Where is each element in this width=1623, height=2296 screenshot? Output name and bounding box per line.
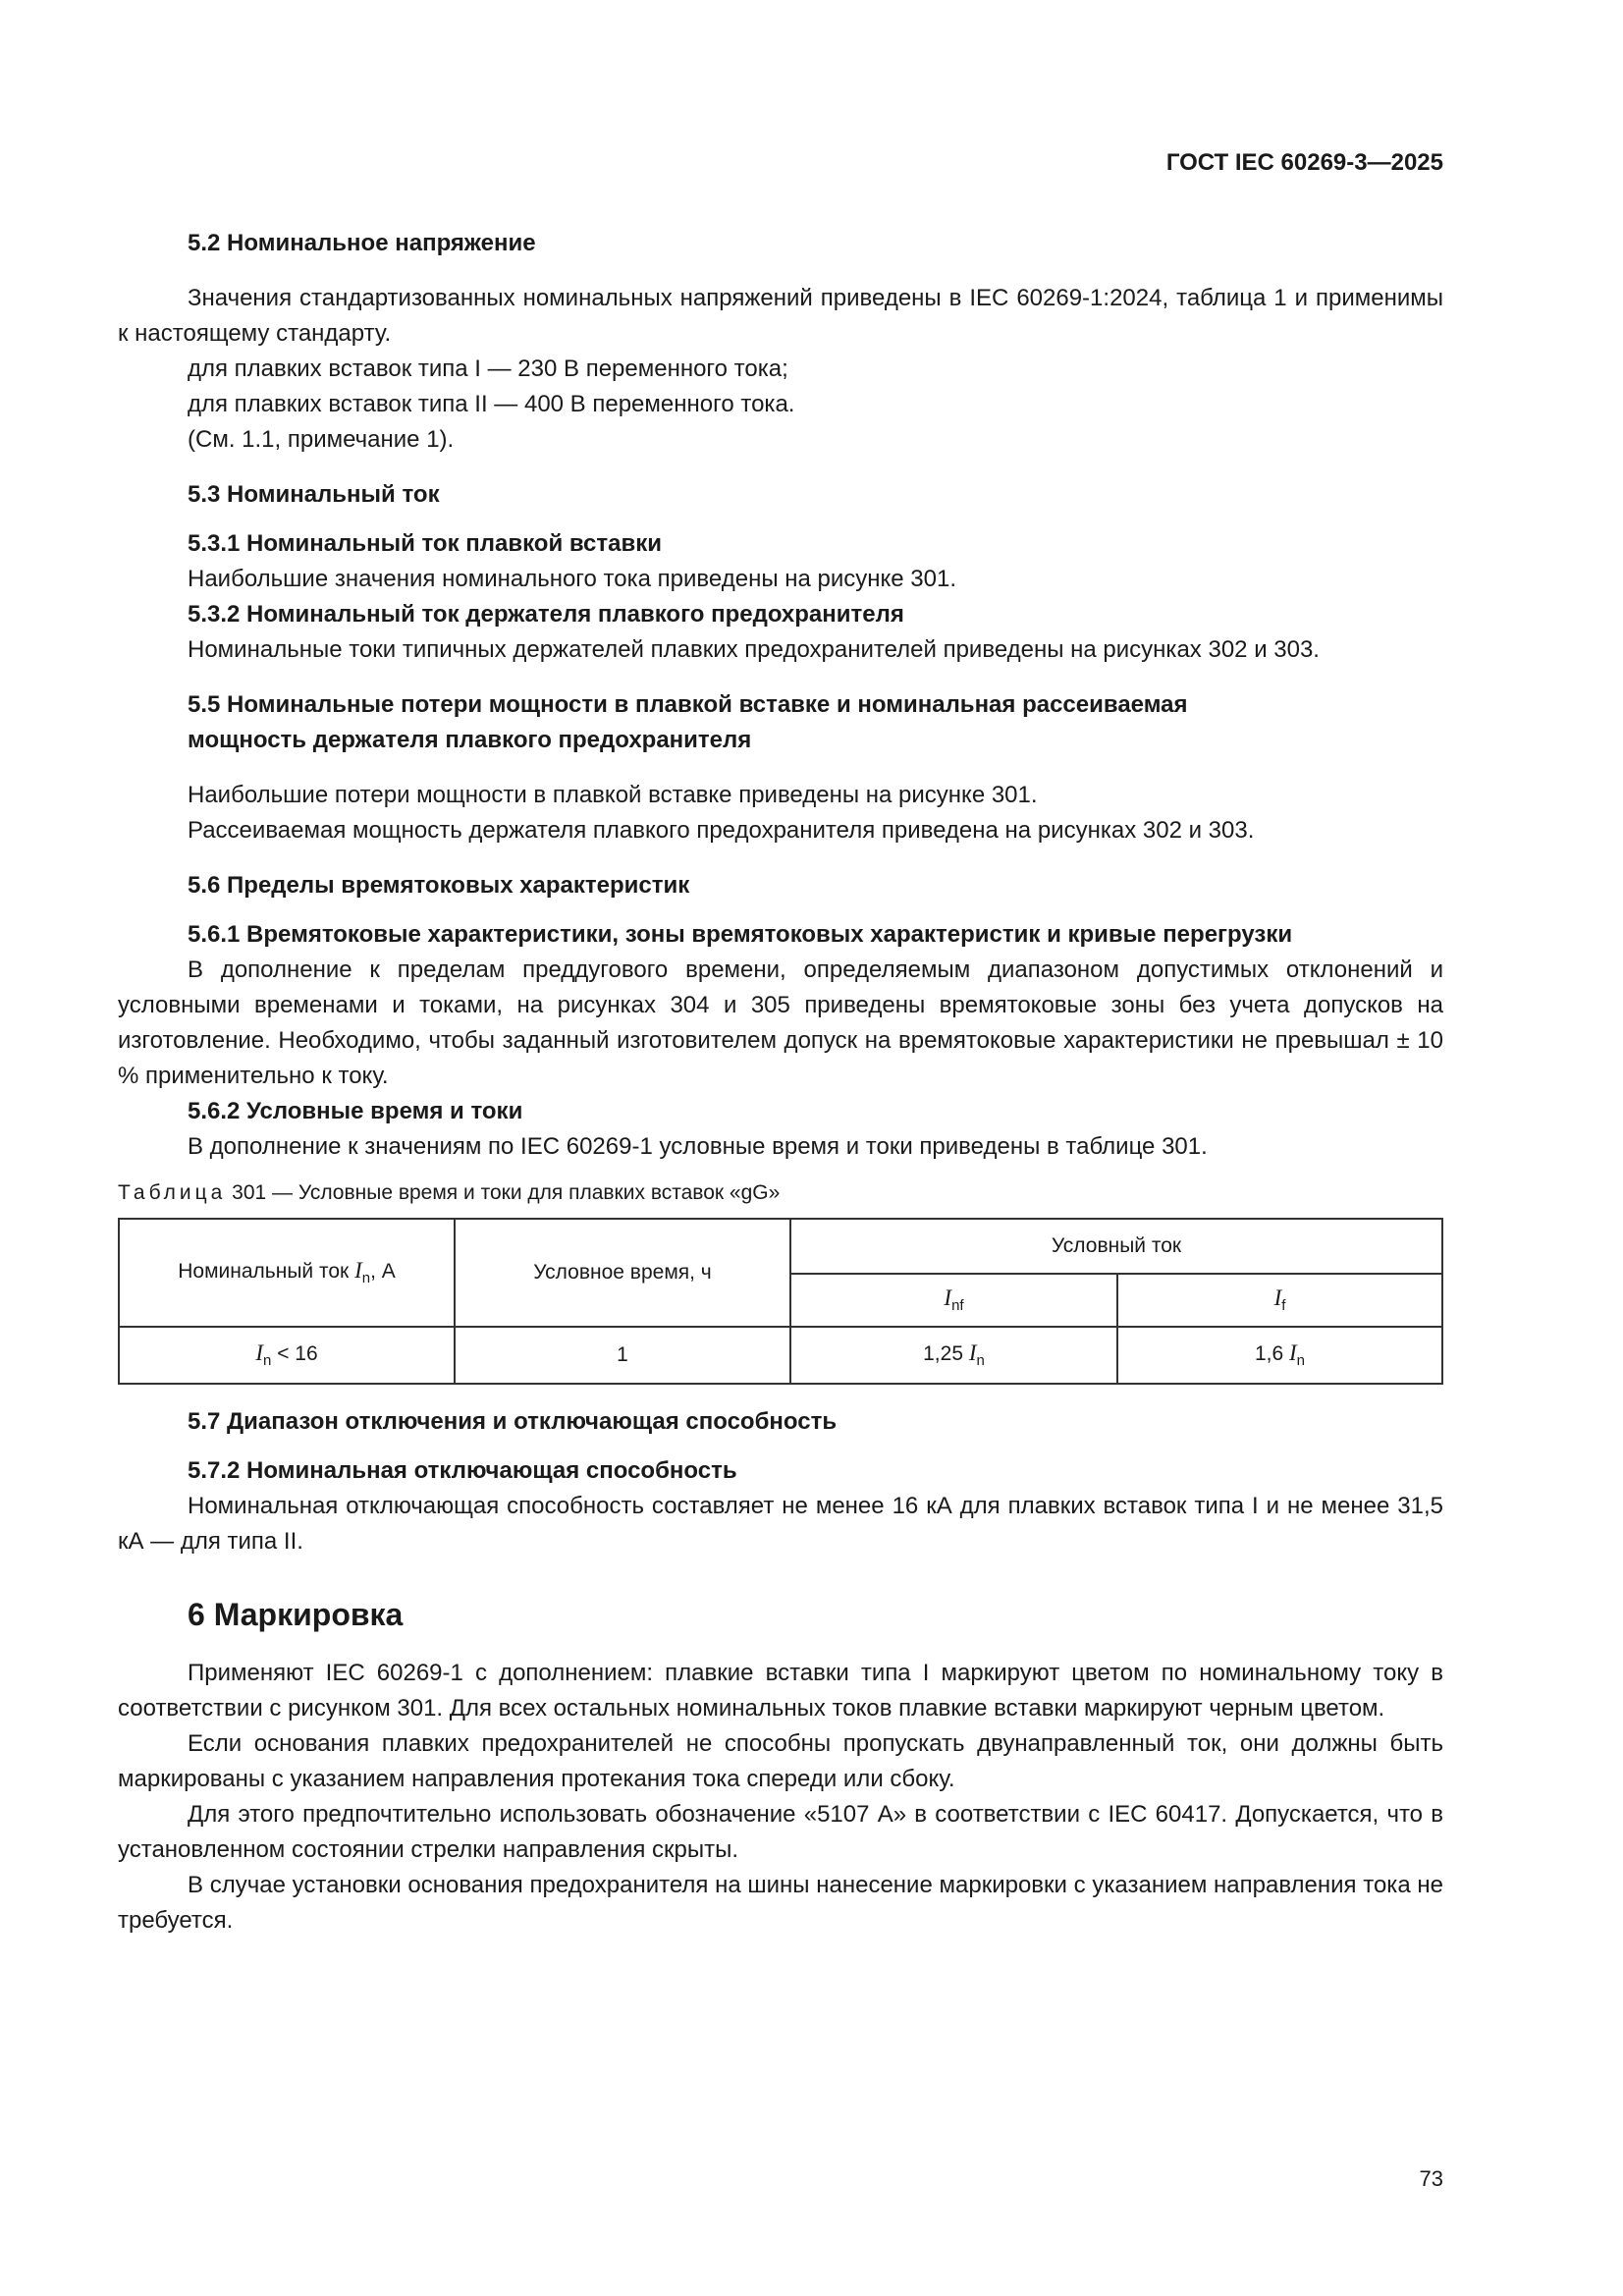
- section-5-7-2-title: 5.7.2 Номинальная отключающая способность: [188, 1457, 737, 1484]
- cell-rated-current: $I_n < 16$: [119, 1327, 455, 1384]
- header-inf: $I_{nf}$: [790, 1274, 1117, 1327]
- section-5-5-paragraph-2: Рассеиваемая мощность держателя плавкого предохранителя приведена на рисунках 302 и 303.: [188, 817, 1255, 844]
- table-row: [119, 1327, 1442, 1384]
- section-5-2-line-1: для плавких вставок типа I — 230 В переменного тока;: [188, 355, 788, 382]
- section-5-2-line-2: для плавких вставок типа II — 400 В переменного тока.: [188, 391, 795, 417]
- document-body: [118, 226, 1443, 1939]
- section-5-3-1-text: Наибольшие значения номинального тока приведены на рисунке 301.: [188, 566, 957, 592]
- section-5-2-paragraph: Значения стандартизованных номинальных напряжений приведены в IEC 60269-1:2024, таблица 1 и применимы к настоящему стандарту.: [118, 285, 1443, 347]
- section-5-7-2-text: Номинальная отключающая способность составляет не менее 16 кА для плавких вставок типа I и не менее 31,5 кА — для типа II.: [118, 1493, 1443, 1555]
- section-6-paragraph-1: Применяют IEC 60269-1 с дополнением: плавкие вставки типа I маркируют цветом по номинальному току в соответствии с рисунком 301. Для всех остальных номинальных токов плавкие вставки маркируют черным цветом.: [118, 1660, 1443, 1722]
- section-5-2-title: 5.2 Номинальное напряжение: [188, 230, 536, 256]
- section-5-5-title-line-2: мощность держателя плавкого предохранителя: [188, 727, 752, 753]
- section-5-3-1-title: 5.3.1 Номинальный ток плавкой вставки: [188, 530, 663, 557]
- table-caption-text: 301 — Условные время и токи для плавких вставок «gG»: [226, 1181, 781, 1204]
- header-conventional-current: Условный ток: [790, 1219, 1442, 1274]
- section-6-paragraph-2: Если основания плавких предохранителей не способны пропускать двунаправленный ток, они должны быть маркированы с указанием направления протекания тока спереди или сбоку.: [118, 1730, 1443, 1792]
- section-5-2-line-3: (См. 1.1, примечание 1).: [188, 426, 455, 453]
- table-caption-word: Таблица: [118, 1181, 227, 1204]
- section-5-6-1-text: В дополнение к пределам преддугового времени, определяемым диапазоном допустимых отклонений и условными временами и токами, на рисунках 304 и 305 приведены времятоковые зоны без учета допусков на изготовление. Необходимо, чтобы заданный изготовителем допуск на времятоковые характеристики не превышал ± 10 % применительно к току.: [118, 957, 1443, 1089]
- header-rated-current: Номинальный ток $I_n$, А: [119, 1219, 455, 1327]
- section-5-6-2-text: В дополнение к значениям по IEC 60269-1 условные время и токи приведены в таблице 301.: [188, 1133, 1208, 1160]
- cell-if-value: 1,6 $I_n$: [1117, 1327, 1442, 1384]
- section-5-5-paragraph-1: Наибольшие потери мощности в плавкой вставке приведены на рисунке 301.: [188, 782, 1038, 808]
- section-5-3-title: 5.3 Номинальный ток: [188, 481, 440, 508]
- section-5-3-2-title: 5.3.2 Номинальный ток держателя плавкого предохранителя: [188, 601, 904, 628]
- header-conventional-time: Условное время, ч: [455, 1219, 790, 1327]
- section-5-3-2-text: Номинальные токи типичных держателей плавких предохранителей приведены на рисунках 302 и 303.: [188, 636, 1320, 663]
- section-5-7-title: 5.7 Диапазон отключения и отключающая способность: [188, 1408, 838, 1435]
- section-6-paragraph-3: Для этого предпочтительно использовать обозначение «5107 А» в соответствии с IEC 60417. Допускается, что в установленном состоянии стрелки направления скрыты.: [118, 1801, 1443, 1863]
- section-5-6-title: 5.6 Пределы времятоковых характеристик: [188, 872, 690, 899]
- section-5-6-2-title: 5.6.2 Условные время и токи: [188, 1098, 523, 1124]
- section-5-5-title-line-1: 5.5 Номинальные потери мощности в плавкой вставке и номинальная рассеиваемая: [188, 691, 1188, 718]
- cell-inf-value: 1,25 $I_n$: [790, 1327, 1117, 1384]
- document-page: [118, 0, 1443, 2296]
- cell-conventional-time: 1: [455, 1327, 790, 1384]
- table-caption: [118, 1178, 1443, 1208]
- section-6-title: 6 Маркировка: [188, 1597, 404, 1632]
- section-5-6-1-title: 5.6.1 Времятоковые характеристики, зоны времятоковых характеристик и кривые перегрузки: [188, 921, 1293, 948]
- header-if: $I_f$: [1117, 1274, 1442, 1327]
- page-number: 73: [1419, 2166, 1443, 2191]
- conditional-time-current-table: [118, 1218, 1443, 1385]
- document-id-header: ГОСТ IEC 60269-3—2025: [1165, 149, 1443, 176]
- section-6-paragraph-4: В случае установки основания предохранителя на шины нанесение маркировки с указанием направления тока не требуется.: [118, 1872, 1443, 1934]
